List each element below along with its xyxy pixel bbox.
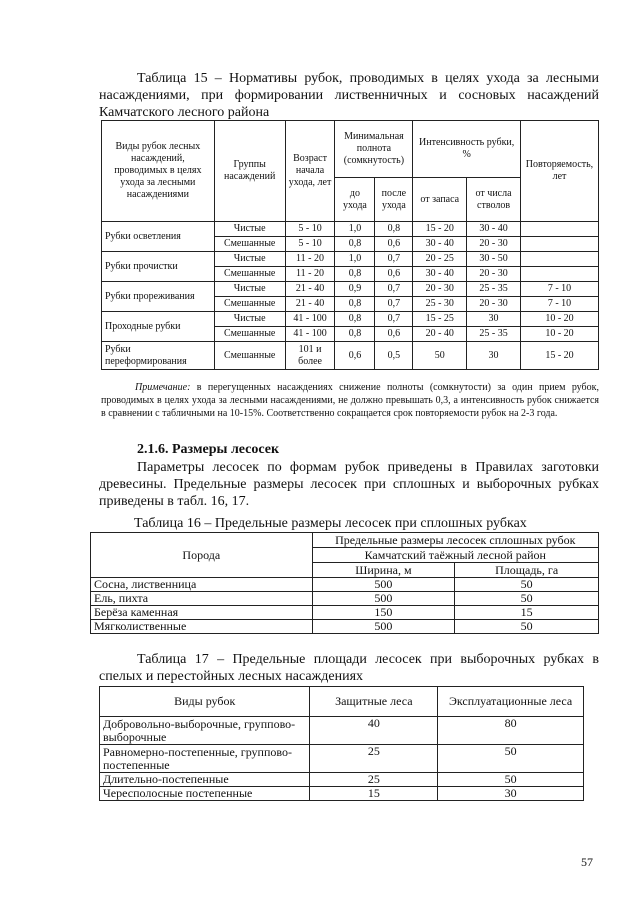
col-intensity-header: Интенсивность рубки, %: [413, 121, 521, 178]
cell: 7 - 10: [520, 282, 598, 297]
section-paragraph: Параметры лесосек по формам рубок приведены в Правилах заготовки древесины. Предельные размеры лесосек при сплошных и выборочных рубках приведены в табл. 16, 17.: [99, 460, 599, 509]
cell: 0,7: [375, 312, 413, 327]
cell: Смешанные: [214, 342, 285, 370]
cell: 0,8: [335, 267, 375, 282]
cell: 0,8: [335, 312, 375, 327]
cell: 21 - 40: [285, 282, 335, 297]
table15: [101, 120, 599, 370]
col-top-header: Предельные размеры лесосек сплошных рубок: [312, 533, 598, 548]
cell: 25: [310, 745, 438, 773]
cell: Чересполосные постепенные: [100, 787, 310, 801]
cell: [520, 252, 598, 267]
cell: Смешанные: [214, 297, 285, 312]
cell: 30 - 50: [467, 252, 521, 267]
col-after-header: после ухода: [375, 178, 413, 222]
cell: 5 - 10: [285, 222, 335, 237]
cell: Добровольно-выборочные, группово-выборочные: [100, 717, 310, 745]
cell: 0,8: [335, 327, 375, 342]
cell: 20 - 25: [413, 252, 467, 267]
cell: 0,8: [335, 297, 375, 312]
note-label: Примечание:: [135, 382, 191, 393]
cell: 41 - 100: [285, 327, 335, 342]
col-protective-header: Защитные леса: [310, 687, 438, 717]
cell: Сосна, лиственница: [91, 578, 313, 592]
col-groups-header: Группы насаждений: [214, 121, 285, 222]
col-exploit-header: Эксплуатационные леса: [438, 687, 584, 717]
table-row: [100, 787, 584, 801]
col-area-header: Площадь, га: [455, 563, 599, 578]
row-kind: Рубки прореживания: [102, 282, 215, 312]
cell: 15 - 20: [413, 222, 467, 237]
cell: Смешанные: [214, 267, 285, 282]
table-row: [102, 342, 599, 370]
cell: 0,5: [375, 342, 413, 370]
cell: 0,6: [335, 342, 375, 370]
cell: 10 - 20: [520, 312, 598, 327]
col-region-header: Камчатский таёжный лесной район: [312, 548, 598, 563]
cell: Чистые: [214, 252, 285, 267]
cell: Мягколиственные: [91, 620, 313, 634]
cell: 1,0: [335, 252, 375, 267]
cell: 11 - 20: [285, 252, 335, 267]
table15-note: [101, 381, 599, 420]
col-count-header: от числа стволов: [467, 178, 521, 222]
col-stock-header: от запаса: [413, 178, 467, 222]
cell: 30 - 40: [413, 267, 467, 282]
cell: 1,0: [335, 222, 375, 237]
cell: Длительно-постепенные: [100, 773, 310, 787]
cell: 0,7: [375, 297, 413, 312]
table-row: [91, 592, 599, 606]
col-min-density-header: Минимальная полнота (сомкнутость): [335, 121, 413, 178]
cell: 80: [438, 717, 584, 745]
table17: [99, 686, 584, 801]
cell: 30 - 40: [413, 237, 467, 252]
col-age-header: Возраст начала ухода, лет: [285, 121, 335, 222]
table-row: [91, 620, 599, 634]
cell: 25 - 30: [413, 297, 467, 312]
cell: 0,9: [335, 282, 375, 297]
cell: 101 и более: [285, 342, 335, 370]
cell: 0,8: [335, 237, 375, 252]
row-kind: Проходные рубки: [102, 312, 215, 342]
cell: Смешанные: [214, 327, 285, 342]
cell: 50: [438, 745, 584, 773]
cell: 0,8: [375, 222, 413, 237]
cell: 21 - 40: [285, 297, 335, 312]
cell: 7 - 10: [520, 297, 598, 312]
col-kinds-header: Виды рубок лесных насаждений, проводимых в целях ухода за лесными насаждениями: [102, 121, 215, 222]
cell: 20 - 30: [467, 267, 521, 282]
row-kind: Рубки прочистки: [102, 252, 215, 282]
cell: 0,7: [375, 252, 413, 267]
cell: Смешанные: [214, 237, 285, 252]
table-row: [102, 312, 599, 327]
cell: 50: [455, 578, 599, 592]
page-number: 57: [581, 855, 593, 869]
cell: 20 - 30: [467, 297, 521, 312]
cell: 0,6: [375, 237, 413, 252]
col-kinds-header: Виды рубок: [100, 687, 310, 717]
section-title: 2.1.6. Размеры лесосек: [137, 442, 280, 457]
table-row: [102, 282, 599, 297]
cell: [520, 222, 598, 237]
col-width-header: Ширина, м: [312, 563, 455, 578]
table16-caption: Таблица 16 – Предельные размеры лесосек при сплошных рубках: [134, 516, 527, 531]
cell: 30: [467, 312, 521, 327]
table-row: [91, 578, 599, 592]
cell: 20 - 30: [467, 237, 521, 252]
cell: 20 - 40: [413, 327, 467, 342]
cell: 40: [310, 717, 438, 745]
cell: 30: [467, 342, 521, 370]
cell: 25 - 35: [467, 282, 521, 297]
cell: 500: [312, 620, 455, 634]
cell: Ель, пихта: [91, 592, 313, 606]
table-row: [100, 773, 584, 787]
row-kind: Рубки переформирования: [102, 342, 215, 370]
cell: [520, 237, 598, 252]
cell: [520, 267, 598, 282]
cell: 5 - 10: [285, 237, 335, 252]
table-row: [100, 717, 584, 745]
table16: [90, 532, 599, 634]
cell: 0,6: [375, 327, 413, 342]
cell: 50: [455, 592, 599, 606]
cell: Берёза каменная: [91, 606, 313, 620]
table17-caption: Таблица 17 – Предельные площади лесосек при выборочных рубках в спелых и перестойных лесных насаждениях: [99, 652, 599, 684]
cell: 50: [413, 342, 467, 370]
cell: 500: [312, 578, 455, 592]
cell: 41 - 100: [285, 312, 335, 327]
table-row: [91, 606, 599, 620]
col-before-header: до ухода: [335, 178, 375, 222]
cell: Чистые: [214, 222, 285, 237]
cell: Чистые: [214, 312, 285, 327]
table-row: [102, 252, 599, 267]
table15-caption: Таблица 15 – Нормативы рубок, проводимых в целях ухода за лесными насаждениями, при формировании лиственничных и сосновых насаждений Камчатского лесного района: [99, 71, 599, 120]
note-text: в перегущенных насаждениях снижение полноты (сомкнутости) за один прием рубок, проводимых в целях ухода за лесными насаждениями, не должно превышать 0,3, а интенсивность рубок снижается в сравнении с табличными на 10-15%. Соответственно сокращается срок повторяемости рубок на 2-3 года.: [101, 382, 599, 419]
col-repeat-header: Повторяемость, лет: [520, 121, 598, 222]
cell: 50: [438, 773, 584, 787]
cell: 500: [312, 592, 455, 606]
cell: 30 - 40: [467, 222, 521, 237]
cell: 20 - 30: [413, 282, 467, 297]
cell: 50: [455, 620, 599, 634]
cell: 25 - 35: [467, 327, 521, 342]
row-kind: Рубки осветления: [102, 222, 215, 252]
col-breed-header: Порода: [91, 533, 313, 578]
cell: 30: [438, 787, 584, 801]
cell: Чистые: [214, 282, 285, 297]
cell: 10 - 20: [520, 327, 598, 342]
cell: 0,6: [375, 267, 413, 282]
cell: 0,7: [375, 282, 413, 297]
cell: 11 - 20: [285, 267, 335, 282]
table-row: [102, 222, 599, 237]
cell: 15: [455, 606, 599, 620]
cell: Равномерно-постепенные, группово-постепенные: [100, 745, 310, 773]
cell: 15 - 25: [413, 312, 467, 327]
cell: 15 - 20: [520, 342, 598, 370]
cell: 150: [312, 606, 455, 620]
cell: 25: [310, 773, 438, 787]
cell: 15: [310, 787, 438, 801]
table-row: [100, 745, 584, 773]
